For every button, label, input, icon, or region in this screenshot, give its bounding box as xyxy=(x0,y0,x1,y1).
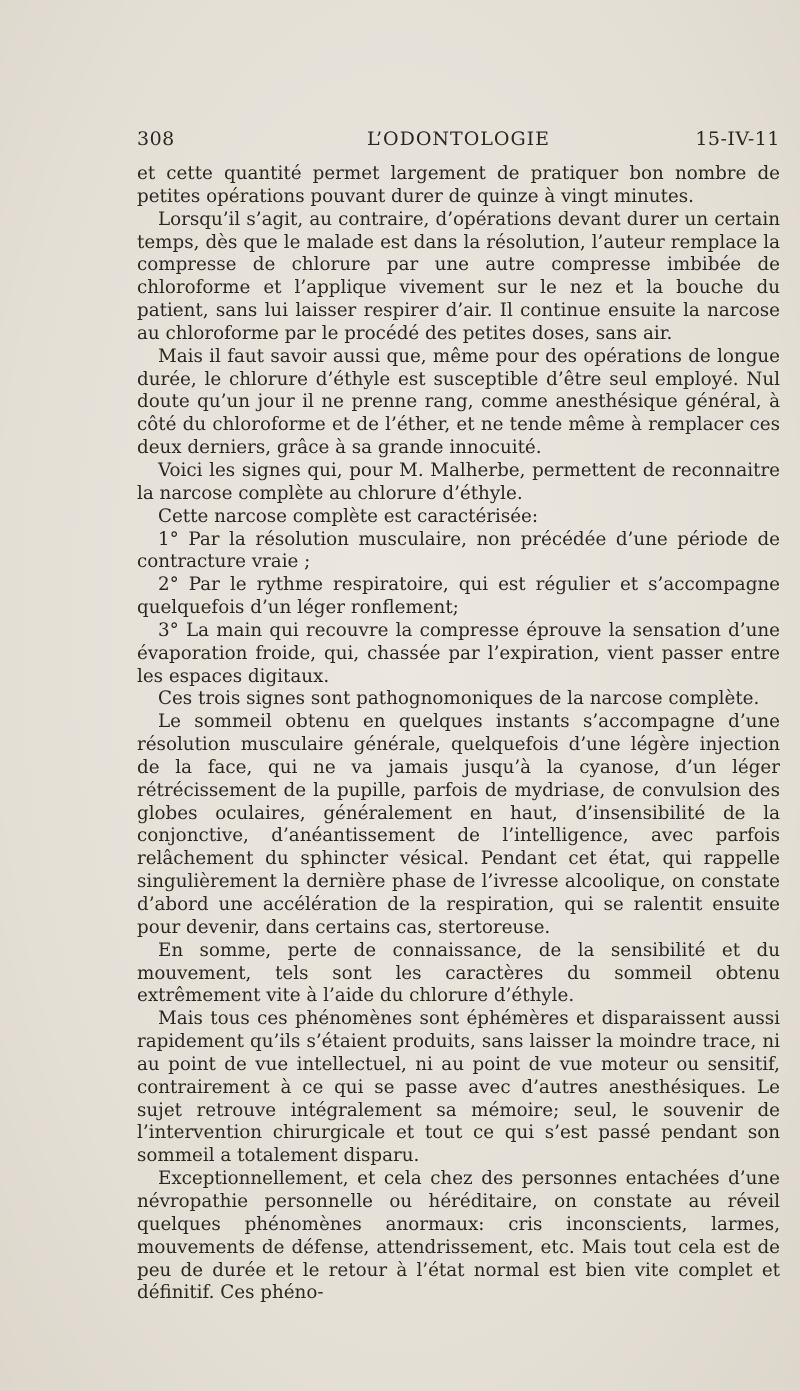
journal-title: L’ODONTOLOGIE xyxy=(366,128,551,150)
paragraph: Le sommeil obtenu en quelques instants s’accompagne d’une résolution musculaire générale, quelquefois d’une légère injection de la face, qui ne va jamais jusqu’à la cyanose, d’un léger rétrécissement de la pupille, parfois de mydriase, de convulsion des globes oculaires, généralement en haut, d’insensibilité de la conjonctive, d’anéantissement de l’intelligence, avec parfois relâchement du sphincter vésical. Pendant cet état, qui rappelle singulièrement la dernière phase de l’ivresse alcoolique, on constate d’abord une accélération de la respiration, qui se ralentit ensuite pour devenir, dans certains cas, stertoreuse. xyxy=(137,711,780,938)
page-number: 308 xyxy=(137,128,175,150)
running-header xyxy=(137,128,780,158)
paragraph: Lorsqu’il s’agit, au contraire, d’opérations devant durer un certain temps, dès que le malade est dans la résolution, l’auteur remplace la compresse de chlorure par une autre compresse imbibée de chloroforme et l’applique vivement sur le nez et la bouche du patient, sans lui laisser respirer d’air. Il continue ensuite la narcose au chloroforme par le procédé des petites doses, sans air. xyxy=(137,208,780,344)
paragraph: Voici les signes qui, pour M. Malherbe, permettent de reconnaitre la narcose complète au chlorure d’éthyle. xyxy=(137,459,780,504)
paragraph: Ces trois signes sont pathognomoniques de la narcose complète. xyxy=(158,688,760,710)
list-item: 1° Par la résolution musculaire, non précédée d’une période de contracture vraie ; xyxy=(137,528,780,573)
paragraph: Cette narcose complète est caractérisée: xyxy=(158,505,539,527)
paragraph: Mais il faut savoir aussi que, même pour des opérations de longue durée, le chlorure d’éthyle est susceptible d’être seul employé. Nul doute qu’un jour il ne prenne rang, comme anesthésique général, à côté du chloroforme et de l’éther, et ne tende même à remplacer ces deux derniers, grâce à sa grande innocuité. xyxy=(137,345,780,459)
paragraph: Mais tous ces phénomènes sont éphémères et disparaissent aussi rapidement qu’ils s’étaient produits, sans laisser la moindre trace, ni au point de vue intellectuel, ni au point de vue moteur ou sensitif, contrairement à ce qui se passe avec d’autres anesthésiques. Le sujet retrouve intégralement sa mémoire; seul, le souvenir de l’intervention chirurgicale et tout ce qui s’est passé pendant son sommeil a totalement disparu. xyxy=(137,1008,780,1167)
body-text xyxy=(137,163,780,1305)
paragraph: En somme, perte de connaissance, de la sensibilité et du mouvement, tels sont les caractères du sommeil obtenu extrêmement vite à l’aide du chlorure d’éthyle. xyxy=(137,939,780,1007)
paragraph: et cette quantité permet largement de pratiquer bon nombre de petites opérations pouvant durer de quinze à vingt minutes. xyxy=(137,163,780,207)
list-item: 3° La main qui recouvre la compresse éprouve la sensation d’une évaporation froide, qui, chassée par l’expiration, vient passer entre les espaces digitaux. xyxy=(137,619,780,687)
issue-date: 15-IV-11 xyxy=(695,128,780,150)
list-item: 2° Par le rythme respiratoire, qui est régulier et s’accompagne quelquefois d’un léger ronflement; xyxy=(137,574,780,619)
paragraph: Exceptionnellement, et cela chez des personnes entachées d’une névropathie personnelle ou héréditaire, on constate au réveil quelques phénomènes anormaux: cris inconscients, larmes, mouvements de défense, attendrissement, etc. Mais tout cela est de peu de durée et le retour à l’état normal est bien vite complet et définitif. Ces phéno- xyxy=(137,1168,780,1304)
